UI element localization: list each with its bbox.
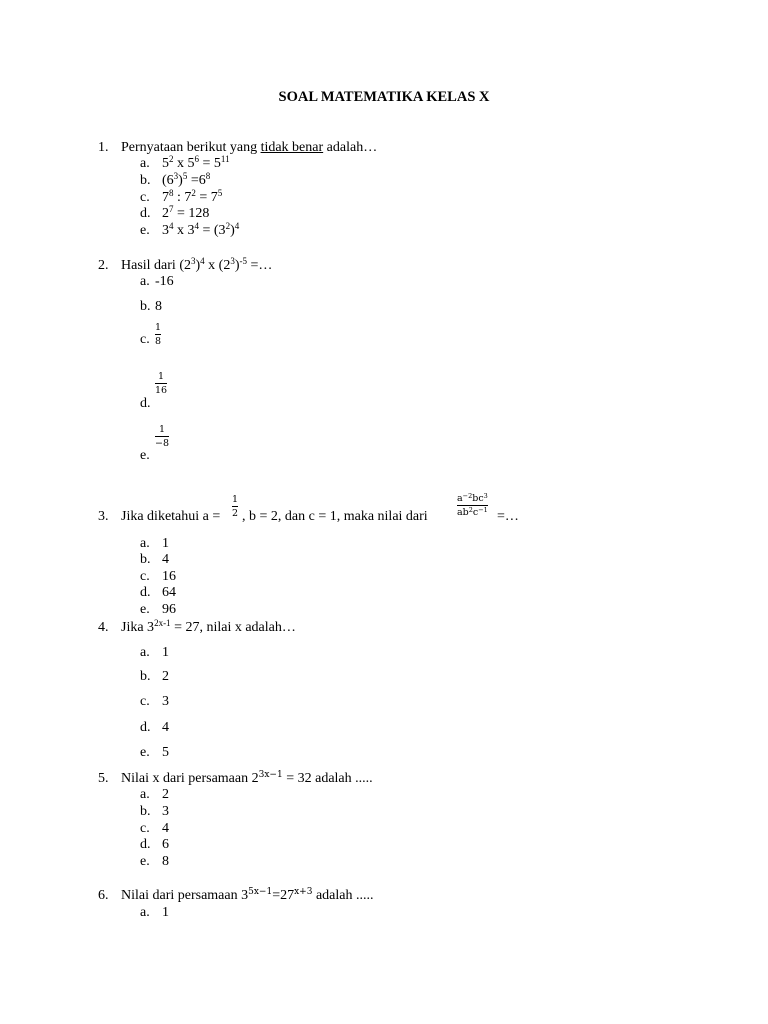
q4-text: Jika $3^{2x-1} = 27$, nilai x adalah… [121,618,296,635]
q5-option-c-value: 4 [162,821,169,836]
q5-option-b-value: 3 [162,804,169,819]
q1-option-e: $3^4$ x $3^4 = (3^2)^4$ [162,221,240,238]
q3-number: 3. [98,509,109,524]
q5-text: Nilai x dari persamaan $2^{3x-1} = 32$ adalah ..... [121,770,373,786]
q1-option-d: $2^7 = 128$ [162,204,210,221]
q3-option-b-label: b. [140,552,151,567]
q3-option-d-value: 64 [162,585,176,600]
q1-number: 1. [98,140,109,155]
q5-option-c-label: c. [140,821,150,836]
q5-number: 5. [98,771,109,786]
q2-option-e-label: e. [140,448,150,463]
q3-fraction-a: 1 2 [232,494,239,519]
q4-option-a-label: a. [140,645,150,660]
q1-underlined-phrase: tidak benar [260,140,324,155]
q2-option-b-value: 8 [155,299,162,314]
q3-expression-fraction: $a^{-2}bc^3$ $ab^2c^{-1}$ [457,492,488,518]
q2-option-d-fraction: 1 16 [155,371,168,396]
q3-option-c-label: c. [140,569,150,584]
q1-option-e-label: e. [140,223,150,238]
q5-option-d-value: 6 [162,837,169,852]
q3-option-a-label: a. [140,536,150,551]
q5-option-a-value: 2 [162,787,169,802]
page-title: SOAL MATEMATIKA KELAS X [278,89,490,105]
q6-number: 6. [98,888,109,903]
q1-option-b: $(6^3)^5 =6^8$ [162,171,211,188]
q3-text-end: =… [497,509,519,524]
q2-option-d-label: d. [140,396,151,411]
q3-option-b-value: 4 [162,552,169,567]
q3-option-e-label: e. [140,602,150,617]
q6-text: Nilai dari persamaan $3^{5x-1}=27^{x+3}$ adalah ..... [121,887,374,903]
q3-text-start: Jika diketahui a = [121,509,221,524]
q2-option-e-fraction: 1 −8 [155,424,170,449]
q4-option-c-label: c. [140,694,150,709]
q4-option-b-label: b. [140,669,151,684]
q3-option-d-label: d. [140,585,151,600]
q4-option-b-value: 2 [162,669,169,684]
q6-option-a-label: a. [140,905,150,920]
q3-option-c-value: 16 [162,569,176,584]
q6-option-a-value: 1 [162,905,169,920]
q2-option-b-label: b. [140,299,151,314]
q5-option-e-label: e. [140,854,150,869]
q5-option-a-label: a. [140,787,150,802]
q2-option-a-label: a. [140,274,150,289]
q4-option-c-value: 3 [162,694,169,709]
q3-option-a-value: 1 [162,536,169,551]
q2-option-a-value: -16 [155,274,174,289]
q5-option-d-label: d. [140,837,151,852]
q4-number: 4. [98,620,109,635]
q2-option-c-fraction: 1 8 [155,322,162,347]
q1-option-c: $7^8$ : $7^2 = 7^5$ [162,188,223,205]
q1-option-a: $5^2$ x $5^6 = 5^{11}$ [162,154,230,171]
q3-option-e-value: 96 [162,602,176,617]
q1-option-a-label: a. [140,156,150,171]
q3-text-middle: , b = 2, dan c = 1, maka nilai dari [242,509,428,524]
q4-option-d-value: 4 [162,720,169,735]
q4-option-a-value: 1 [162,645,169,660]
q5-option-b-label: b. [140,804,151,819]
q1-option-b-label: b. [140,173,151,188]
q1-option-d-label: d. [140,206,151,221]
q4-option-d-label: d. [140,720,151,735]
q1-option-c-label: c. [140,190,150,205]
q1-text: Pernyataan berikut yang tidak benar adalah… [121,140,378,155]
q2-option-c-label: c. [140,332,150,347]
q2-number: 2. [98,258,109,273]
q4-option-e-value: 5 [162,745,169,760]
q4-option-e-label: e. [140,745,150,760]
q2-text: Hasil dari $(2^3)^4$ x $(2^3)^{-5}$ =… [121,256,273,273]
q5-option-e-value: 8 [162,854,169,869]
